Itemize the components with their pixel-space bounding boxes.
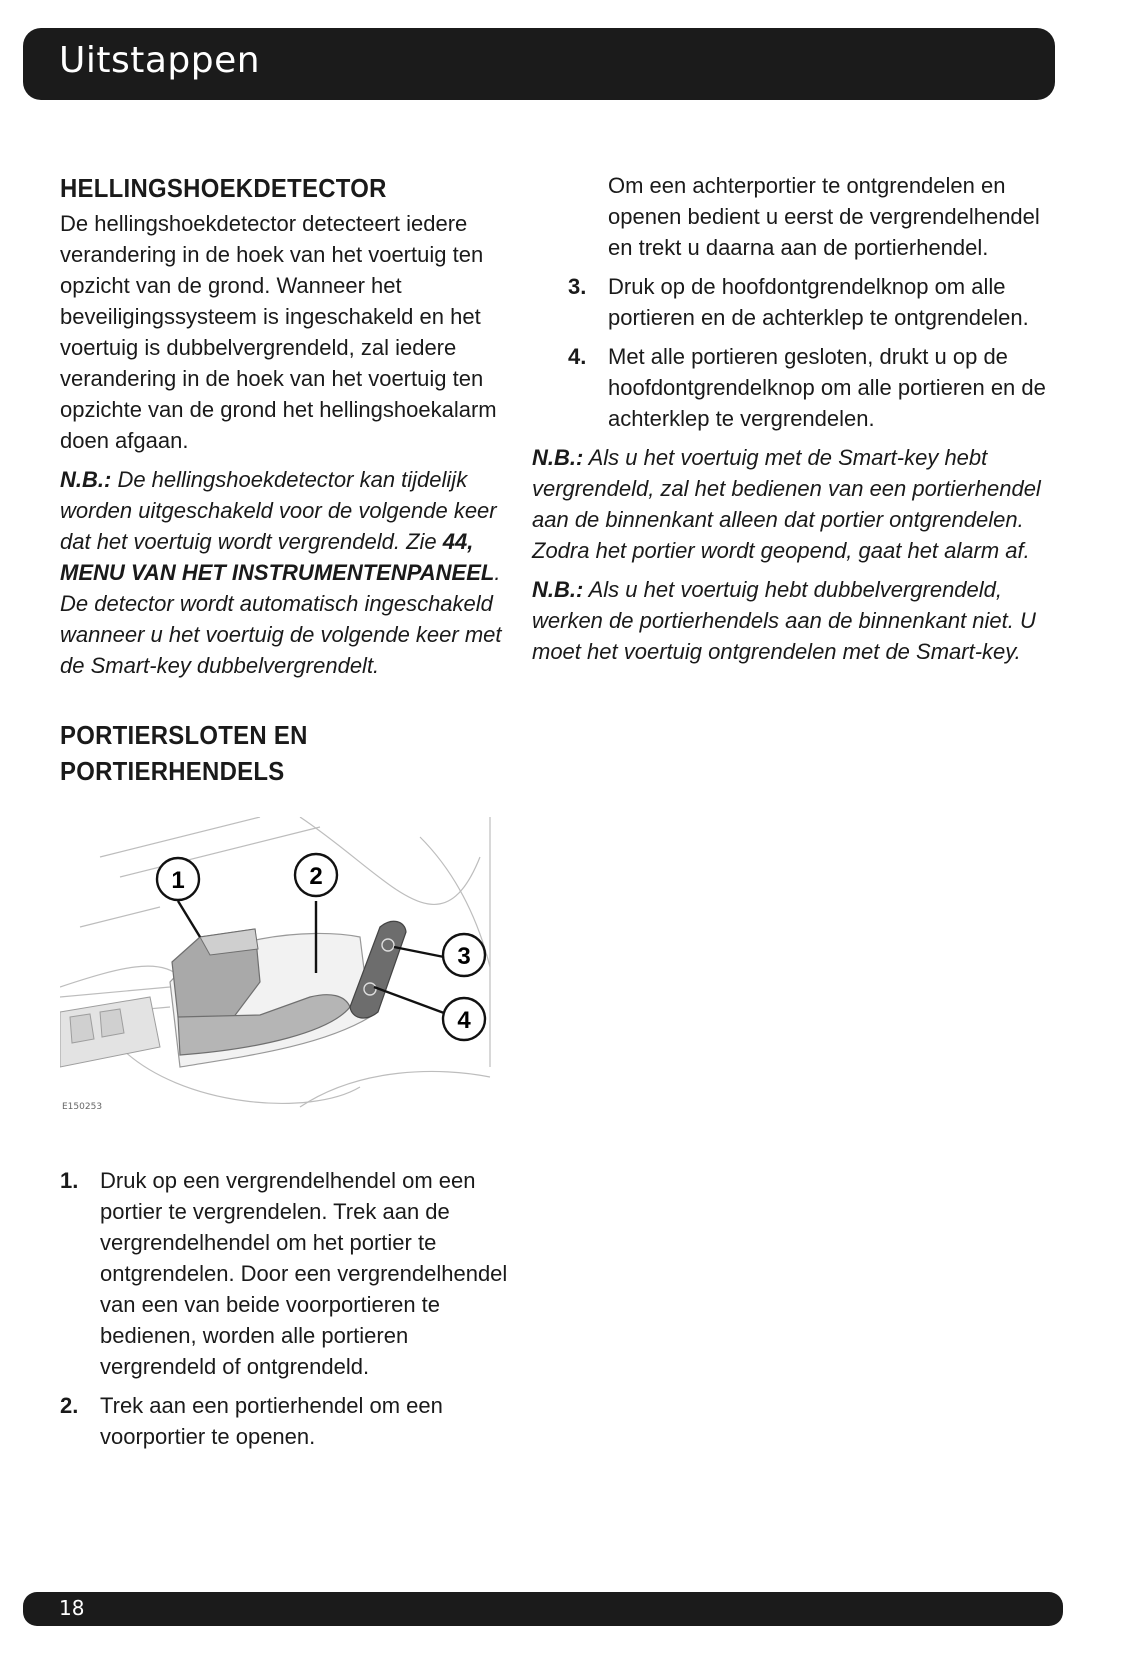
switch-panel [60,997,160,1067]
list-item-number: 1. [60,1168,79,1193]
note-label: N.B.: [532,445,584,470]
list-item [568,341,1048,434]
rear-door-intro: Om een achterportier te ontgrendelen en openen bedient u eerst de vergrendelhendel en trekt u daarna aan de portierhendel. [608,173,1040,260]
note-reference: 44, MENU VAN HET INSTRUMENTENPANEEL [60,529,495,585]
section-heading-tilt-sensor: HELLINGSHOEKDETECTOR [60,173,387,203]
figure-caption: E150253 [62,1102,103,1112]
list-item-text: Trek aan een portierhendel om een voorportier te openen. [100,1393,443,1449]
footer-bar [23,1592,1063,1626]
section-heading-door-locks: PORTIERSLOTEN EN PORTIERHENDELS [60,720,308,786]
note-label: N.B.: [60,467,112,492]
tilt-sensor-body: De hellingshoekdetector detecteert iedere verandering in de hoek van het voertuig ten opzicht van de grond. Wanneer het beveiligingssysteem is ingeschakeld en het voertuig is dubbelvergrendeld, zal iedere verandering in de hoek van het voertuig ten opzichte van de grond het hellingshoekalarm doen afgaan. [60,211,497,453]
list-item [568,271,1048,333]
door-lock-steps-left [60,1165,530,1452]
list-item-text: Druk op een vergrendelhendel om een portier te vergrendelen. Trek aan de vergrendelhendel om het portier te ontgrendelen. Door een vergrendelhendel van een van beide voorportieren te bedienen, worden alle portieren vergrendeld of ontgrendeld. [100,1168,508,1379]
header-bar [23,28,1055,100]
page-number: 18 [59,1596,85,1620]
svg-text:4: 4 [457,1007,471,1034]
list-item-text: Met alle portieren gesloten, drukt u op de hoofdontgrendelknop om alle portieren en de achterklep te vergrendelen. [608,344,1046,431]
callout-1 [157,858,199,900]
note-text-a: De hellingshoekdetector kan tijdelijk worden uitgeschakeld voor de volgende keer dat het voertuig wordt vergrendeld. Zie [60,467,497,554]
list-item-number: 4. [568,344,587,369]
note-text-b: . De detector wordt automatisch ingeschakeld wanneer u het voertuig de volgende keer met de Smart-key dubbelvergrendelt. [60,560,502,678]
left-column [60,170,530,1460]
page-title: Uitstappen [59,40,261,81]
note-text: Als u het voertuig met de Smart-key hebt vergrendeld, zal het bedienen van een portierhendel aan de binnenkant alleen dat portier ontgrendelen. Zodra het portier wordt geopend, gaat het alarm af. [532,445,1041,563]
right-column [532,170,1048,667]
list-item [60,1165,530,1382]
list-item-text: Druk op de hoofdontgrendelknop om alle portieren en de achterklep te ontgrendelen. [608,274,1029,330]
double-lock-note [532,574,1048,667]
callout-4 [443,998,485,1040]
note-text: Als u het voertuig hebt dubbelvergrendeld, werken de portierhendels aan de binnenkant niet. U moet het voertuig ontgrendelen met de Smart-key. [532,577,1036,664]
door-lock-steps-right [568,271,1048,434]
list-item-number: 3. [568,274,587,299]
note-label: N.B.: [532,577,584,602]
tilt-sensor-note [60,464,530,681]
svg-text:3: 3 [457,943,471,970]
door-handle-illustration [60,817,530,1137]
list-item [60,1390,530,1452]
svg-text:2: 2 [309,863,323,890]
smart-key-note [532,442,1048,566]
door-handle-drawing [60,817,530,1137]
list-item-number: 2. [60,1393,79,1418]
svg-text:1: 1 [171,867,185,894]
callout-2 [295,854,337,896]
callout-3 [443,934,485,976]
